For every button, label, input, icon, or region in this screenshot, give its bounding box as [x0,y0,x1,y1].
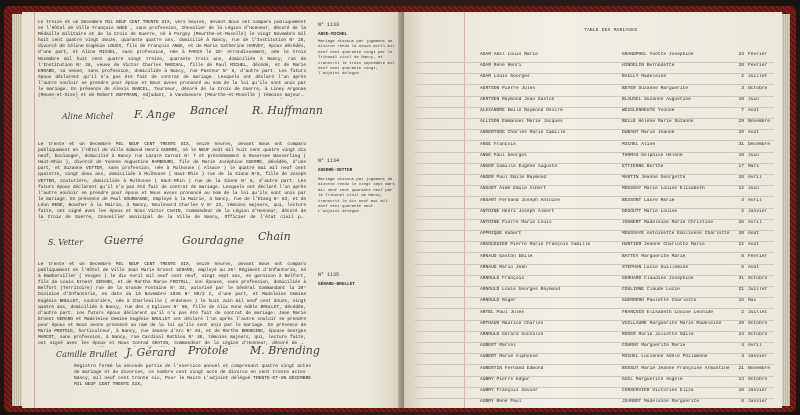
day: 31 [738,141,744,147]
wife-name: GUIL Marguerite Angèle [622,376,683,382]
wife-name: BAILLY Madeleine [622,74,667,80]
month: Juin [748,186,760,192]
page-edges-left [12,14,22,406]
day: 26 [738,220,744,225]
month: Août [748,231,760,237]
husband-name: ARNOULD Louis Georges Raymond [480,287,560,293]
husband-name: ANSART Aimé Emile Albert [480,186,547,192]
husband-name: ANSART Fernand Joseph Antoine [480,197,560,203]
month: Décembre [748,141,771,147]
month: Octobre [748,276,768,281]
husband-name: ANGER Paul Emile Raymond [480,175,547,181]
wife-name: BELLE Hélène Marie Suzanne [622,119,694,125]
month: Février [748,52,768,57]
day: 7 [741,108,744,113]
day: 19 [738,152,744,158]
day: 6 [741,399,744,405]
husband-name: ARNOULD Roger [480,298,516,304]
day: 15 [738,298,744,304]
wife-name: GERHARD Claudine Joséphine [622,276,694,281]
month: Août [748,108,760,113]
day: 17 [738,164,744,169]
day: 23 [738,52,744,57]
wife-name: HINDELIN Bernadette [622,63,675,69]
month: Avril [748,220,762,225]
husband-name: ANTOINE Pierre Marie Louis [480,220,552,225]
day: 4 [741,343,744,349]
wife-name: BLAUSEL Suzanne Augustine [622,96,691,102]
day: 2 [741,208,744,214]
wife-name: MOUSSAY Marie Louise Elisabeth [622,186,705,192]
husband-name: ARNAUD Mario Jean [480,264,527,270]
month: Août [748,130,760,136]
month: Octobre [748,85,768,91]
husband-name: AUBERT Marcel [480,343,516,349]
month: Avril [748,175,762,181]
husband-name: ARGOUSSIER Pierre Marie François Camille [480,242,591,248]
wife-name: STEPHAN Lucie Guillemine [622,264,689,270]
month: Janvier [748,208,768,214]
day: 2 [741,309,744,315]
month: Mars [748,164,760,169]
month: Janvier [748,354,768,360]
husband-name: ANGE Paul Georges [480,152,527,158]
day: 22 [738,242,744,248]
day: 3 [741,85,744,91]
signature: J. Gérard [126,346,176,359]
husband-name: ADAM René Henri [480,63,522,69]
wife-name: ETTIENNE Berthe [622,164,664,169]
month: Mai [748,298,757,304]
wife-name: BOSSUT Marie Jeanne Françoise Armantine [622,365,730,371]
husband-name: AUBERTIN Fernand Edmond [480,365,544,371]
signature: Aline Michel [62,112,113,121]
day: 29 [738,119,744,125]
month: Novembre [748,365,771,371]
husband-name: AUBERT Marie Alphonse [480,354,538,360]
act-number: N° 1134 [318,158,340,164]
day: 29 [738,130,744,136]
wife-name: MICHEL Aline [622,141,656,147]
month: Octobre [748,320,768,326]
act-text: Le trente et un Décembre MIL NEUF CENT TRENTE SIX, seize heures, devant Nous ont comparu publiquement en l'Hôtel de Ville Edmond Henri GUERRÉ, né le NEUF Août mil huit cent quatre vingt dix neuf, boulanger, domicilié à Nancy rue Lazare Carnot N° 7 et précédemment à Rosersee Wasserling ( Haut-Rhin ), divorcé de Yvonne Augustine RAMBOURG, fils de Marie Joséphine GUERRÉ, décédée, d'une part, et Suzanne VETTER, sans profession, née à Mulhouse ( Alsace ) le quatre mai mil neuf cent quatorze, vingt deux ans, domiciliée à Mulhouse ( Haut-Rhin ) rue de la Sinne N°8, fille de Joseph VETTER, Couturière, domiciliée à Mulhouse ( Haut-Rhin ) rue de la Sinne N° 8, d'autre part. Les futurs époux déclarent qu'il n'a pas été fait de contrat de mariage. Lesquels ont déclaré l'un après l'autre vouloir se prendre pour époux et Nous avons prononcé au nom de la loi qu'ils sont unis par le mariage. En présence de Paul GOURDAGNE, Employé à la Mairie, à Nancy, rue de l'Étang N° 63, et de Léon RENÉ, Boucher à la Mairie, à Nancy, Boulevard Charles V N° 23, témoins majeurs, qui, lecture faite, ont signé avec les époux et Nous Victor CHAIN, Commandeur de la Légion d'Honneur, décoré de la Croix de Guerre, Conseiller municipal de la Ville de Nancy, Officier de l'état civil par [38,142,306,221]
month: Octobre [748,332,768,337]
margin-annotation: Mariage dissous par jugement de divorce rendu la neuve avril mil neuf cent quarante vingt par le Tribunal civil de Nancy, et transcrit le trois septembre mil neuf cent quarante vingt, l'adjoint délégué. [318,40,395,77]
act-spouses: ANGE-MICHEL [318,32,347,37]
wife-name: DUBANT Marie Jeanne [622,130,675,136]
signature: M. Brending [250,344,320,357]
signature: Protole [188,344,229,357]
act-text: Le trente et un Décembre MIL NEUF CENT TRENTE SIX, seize heures, devant Nous ont comparu publiquement en l'Hôtel de Ville Jean Marie Ernest GÉRARD, employé au 26° Régiment d'Infanterie, né à Ramberviller ( Vosges ) le dix Avril mil neuf cent neuf, vingt sept ans, en garnison à Belfort, fils de Louis Ernest GÉRARD, et de Marthe Marie FROTOLL, son épouse, sans profession, domiciliés à Belfort (Territoire) rue de la Grande Fontaine N° 32, autorisé par le Général Commandant la 20° Division d'Infanterie, en date du 10 Novembre 1936 N° 00/2 C, d'une part, et Madeleine Gemine Eugénie BRULLET, couturière, née à Charleville ( Ardennes ) le huit Juin mil neuf cent douze, vingt quatre ans, domiciliée à Nancy, rue des 4 Eglises N° 50, fille de Alix Anne Adèle BRULLET, décédée, d'autre part. Les futurs époux déclarent qu'il n'a pas été fait de contrat de mariage. Jean Marie Ernest GÉRARD et Madeleine Gemine Eugénie BRULLET ont déclaré l'un après l'autre vouloir se prendre pour époux et Nous avons prononcé au nom de la loi qu'ils sont unis par le mariage. En présence de Marie PROTOLE, horticulteur, à Nancy, rue Jeanne d'Arc N° 84, et de Marthe BRENDING, épouse Georges MARCOT, sans profession, à Nancy, rue Cardinal Mathieu N° 38, témoins majeurs, qui, lecture faite, ont signé avec les époux et Nous Conrad GRATIN, Commandeur de la Légion d'Honneur, décoré de la [38,262,306,347]
wife-name: WEIGLENREUTE Yvonne [622,108,675,113]
day: 4 [741,197,744,203]
wife-name: THOMAS Delphine Hélène [622,152,683,158]
day: 21 [738,365,744,371]
wife-name: DEGOUTT Marie Louise [622,208,678,214]
signature: Gourdagne [182,234,244,247]
month: Février [748,253,768,259]
wife-name: BATTEY Marguerite Marie [622,253,686,259]
wife-name: MICHEL Lucienne Adèle Philomène [622,354,708,360]
wife-name: HUNTIER Jeanne Charlotte Marie [622,242,705,248]
husband-name: ALLISON Emmanuel Marie Jacques [480,119,563,125]
signature: F. Ange [134,108,176,121]
wife-name: COULIONE Claude Lucie [622,287,680,293]
act-number: N° 1133 [318,22,340,28]
husband-name: AUBRY Pierre Edgar [480,376,530,382]
left-page-marriage-acts [22,12,402,408]
husband-name: APPRIQUE Hubert [480,231,522,237]
day: 24 [738,332,744,337]
signature: S. Vetter [48,238,84,247]
wife-name: BESSONT Laure Marie [622,197,675,203]
husband-name: ALEXANDRE Emile Raymond Désiré [480,108,563,113]
husband-name: AUBRY François Xavier [480,388,538,393]
day: 20 [738,231,744,237]
husband-name: ADAM Abel Louis Marie [480,52,538,57]
margin-annotation: Mariage dissous par jugement de divorce rendu le vingt sept mars mil neuf cent quarante neuf par le Tribunal civil de Nancy, transcrit le dix neuf mai mil neuf cent quarante neuf. L'adjoint délégué. [318,178,395,215]
month: Juin [748,96,760,102]
wife-name: JEANNOT Madeleine Marguerite [622,399,700,405]
month: Novembre [748,119,771,125]
act-spouses: GÉRARD-BRULLET [318,282,355,287]
day: 28 [738,63,744,69]
husband-name: ANTOINE Henri Joseph Albert [480,208,555,214]
wife-name: VUILLAUME Marguerite Marie Madeleine [622,320,722,326]
month: Janvier [748,399,768,405]
month: Juillet [748,74,768,80]
register-closing-statement: Registre fermé la seconde partie de l'exercice annuel et comprenant quatre vingt actes de mariage et de divorces, ce nombre cent vingt acte de divorce en cent trente actes Nancy, mil neuf cent trente six, Pour le Maire L'adjoint délégué TRENTE-ET-UN DÉCEMBRE MIL NEUF CENT TRENTE SIX, [74,364,312,387]
day: 21 [738,287,744,293]
husband-name: ANDERTONG Charles Marie Camille [480,130,566,136]
husband-name: ARTHAUD Maurice Charles [480,320,544,326]
month: Octobre [748,376,768,382]
act-spouses: GUERRÉ-VETTER [318,168,353,173]
signature: Bancel [190,104,228,117]
page-edges-right [782,14,790,406]
act-text: Le treize et un Décembre MIL NEUF CENT TRENTE SIX, vers heures, devant Nous ont comparu publiquement en l'Hôtel de Ville François ANGE , sans profession, Chevalier de la Légion d'Honneur, décoré de la Médaille militaire et de la Croix de Guerre, né à Pargny (Meurthe-et-Moselle) le vingt Novembre mil huit cent quatre vingt douze, quarante quatre ans, domicilié à Nancy, rue de l'Institution N° 28, divorcé de Céline Eugénie LOUIS, fils de François ANGE, et de Marie Catherine HARVEY, époux décédés, d'une part, et Aline MICHEL, sans profession, née à PARIS le 28° Arrondissement, née le trois Novembre mil huit cent quatre vingt treize, quarante trois ans, domiciliée à Nancy, rue de l'Institution N° 28, veuve de Victor Charles MARCHAL, fille de Paul MICHEL, décédé, et de Marie ERRARD, sa veuve, sans profession, domiciliée à Nancy, rue Pasteur N° 8, d'autre part. Les futurs époux déclarent qu'il n'a pas été fait de contrat de mariage. Lesquels ont déclaré l'un après l'autre vouloir se prendre pour époux et Nous avons prononcé au nom de la loi qu'ils sont unis par le mariage. En présence de Alexis BANCEL, Tourneur, décoré de la Croix de Guerre, à Liney Argonne (Meuse-et-Oise) et de Robert HUFFMANN, Adjudant, à Vandoeuvre (Meurthe-et-Moselle ) témoins majeurs, [38,20,306,99]
month: Août [748,264,760,270]
day: 19 [738,96,744,102]
day: 31 [738,276,744,281]
wife-name: MARTIN Jeanne Georgette [622,175,686,181]
husband-name: ANGER Camille Eugène Auguste [480,164,558,169]
month: Juin [748,152,760,158]
month: Août [748,242,760,248]
index-title: TABLE DES MARIAGES [584,28,638,33]
day: 29 [738,320,744,326]
day: 4 [741,354,744,360]
husband-name: AERTSEN Raymond Jean Gaston [480,96,555,102]
wife-name: MOUSSAYE Antoinette Emilienne Charlotte [622,231,730,237]
husband-name: ARNAUD Gaston Emile [480,253,533,259]
wife-name: GUERRERO Paulette Charlotte [622,298,697,304]
month: Juillet [748,287,768,293]
wife-name: CONSERVIER Victorine Eliza [622,388,694,393]
husband-name: AUBRY René Paul [480,399,522,405]
wife-name: COURNY Marguerite Marie [622,343,686,349]
signature: R. Huffmann [252,104,323,117]
month: Avril [748,197,762,203]
day: 12 [738,186,744,192]
husband-name: ADAM Louis Georges [480,74,530,80]
act-number: N° 1135 [318,272,340,278]
husband-name: ARTEL Paul Jules [480,309,525,315]
signature: Chain [258,230,291,243]
day: 8 [741,253,744,259]
wife-name: BEYER Suzanne Marguerite [622,85,689,91]
husband-name: ARNOULD François [480,276,525,281]
day: 10 [738,388,744,393]
wife-name: FRANÇOIS Elisabeth Louise Léonide [622,309,713,315]
month: Janvier [748,388,768,393]
day: 13 [738,376,744,382]
husband-name: ANGE François [480,141,516,147]
month: Juillet [748,309,768,315]
marriage-act-1 [38,20,306,99]
marriage-act-2 [38,142,306,221]
wife-name: JOUBERT Madeleine Marie Christine [622,220,713,225]
day: 26 [738,175,744,181]
right-page-marriage-index [404,12,782,408]
month: Avril [748,343,762,349]
husband-name: AERTSON Pierre Jules [480,85,536,91]
signature: Camille Brullet [56,350,118,359]
index-row [414,397,774,408]
month: Février [748,63,768,69]
husband-name: ARNOULD Gérard Gonzalve [480,332,544,337]
margin-rule [34,12,35,408]
signature: Guerré [104,234,144,247]
day: 6 [741,264,744,270]
day: 2 [741,74,744,80]
marriage-act-3 [38,262,306,347]
wife-name: GRANDPHEL Yvette Joséphine [622,52,694,57]
wife-name: ROGER Marie Juliette Odile [622,332,694,337]
